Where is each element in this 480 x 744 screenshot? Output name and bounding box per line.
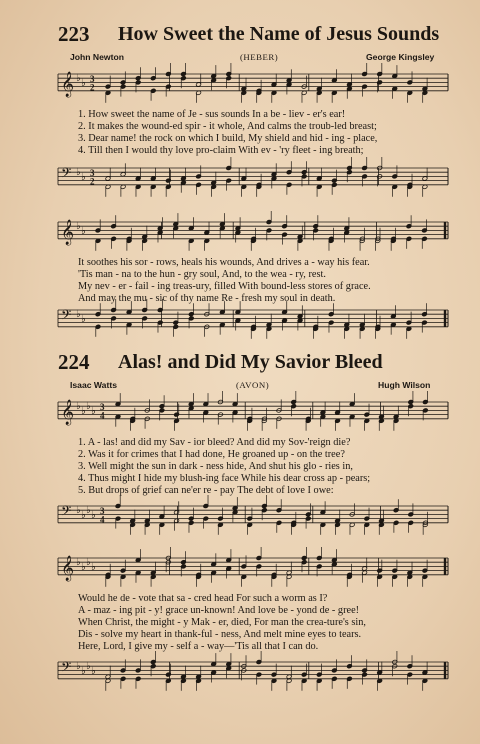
- flat-icon: ♭: [91, 562, 96, 573]
- flat-icon: ♭: [76, 557, 81, 568]
- hymn-composer: George Kingsley: [366, 52, 435, 62]
- hymn-composer: Hugh Wilson: [378, 380, 431, 390]
- flat-icon: ♭: [86, 401, 91, 412]
- hymn-author: Isaac Watts: [70, 380, 117, 390]
- lyric-line: 'Tis man - na to the hun - gry soul, And, to the wea - ry, rest.: [78, 269, 326, 280]
- flat-icon: ♭: [91, 666, 96, 677]
- time-signature: 3: [100, 402, 105, 412]
- lyric-line: 4. Thus might I hide my blush-ing face While his dear cross ap - pears;: [78, 473, 371, 484]
- lyric-line: 3. Dear name! the rock on which I build, My shield and hid - ing - place,: [78, 133, 378, 144]
- time-signature: 3: [100, 506, 105, 516]
- tune-name: (AVON): [236, 380, 270, 390]
- hymn-author: John Newton: [70, 52, 124, 62]
- flat-icon: ♭: [76, 505, 81, 516]
- lyric-line: 4. Till then I would thy love pro-claim With ev - 'ry fleet - ing breath;: [78, 145, 364, 156]
- flat-icon: ♭: [81, 562, 86, 573]
- hymn-title: How Sweet the Name of Jesus Sounds: [118, 23, 440, 45]
- music-system: [58, 392, 448, 532]
- flat-icon: ♭: [76, 167, 81, 178]
- lyric-line: Would he de - vote that sa - cred head For such a worm as I?: [78, 593, 328, 604]
- flat-icon: ♭: [91, 510, 96, 521]
- lyric-line: Here, Lord, I give my - self a - way—'Tis all that I can do.: [78, 641, 319, 652]
- bass-clef-icon: 𝄢: [61, 659, 72, 678]
- flat-icon: ♭: [81, 406, 86, 417]
- bass-staff: [58, 504, 448, 554]
- treble-clef-icon: 𝄞: [61, 220, 75, 245]
- hymn-number: 224: [58, 350, 90, 374]
- bass-staff: [58, 660, 448, 710]
- treble-clef-icon: 𝄞: [61, 556, 75, 581]
- time-signature: 3: [90, 168, 95, 178]
- music-system: [58, 214, 448, 344]
- time-signature: 2: [90, 176, 95, 187]
- flat-icon: ♭: [76, 661, 81, 672]
- time-signature: 4: [100, 410, 105, 421]
- lyric-line: Dis - solve my heart in thank-ful - ness, And melt mine eyes to tears.: [78, 629, 362, 640]
- hymn-title: Alas! and Did My Savior Bleed: [118, 351, 383, 373]
- lyric-line: 2. Was it for crimes that I had done, He groaned up - on the tree?: [78, 449, 345, 460]
- bass-clef-icon: 𝄢: [61, 503, 72, 522]
- time-signature: 2: [90, 82, 95, 93]
- flat-icon: ♭: [86, 505, 91, 516]
- flat-icon: ♭: [76, 309, 81, 320]
- time-signature: 4: [100, 514, 105, 525]
- lyric-line: 1. How sweet the name of Je - sus sounds In a be - liev - er's ear!: [78, 109, 346, 120]
- tune-name: (HEBER): [240, 52, 279, 62]
- time-signature: 3: [90, 74, 95, 84]
- lyric-line: 3. Well might the sun in dark - ness hide, And shut his glo - ries in,: [78, 461, 353, 472]
- lyric-line: 1. A - las! and did my Sav - ior bleed? And did my Sov-'reign die?: [78, 437, 351, 448]
- flat-icon: ♭: [81, 314, 86, 325]
- flat-icon: ♭: [91, 406, 96, 417]
- flat-icon: ♭: [81, 226, 86, 237]
- flat-icon: ♭: [81, 510, 86, 521]
- treble-clef-icon: 𝄞: [61, 72, 75, 97]
- lyric-line: And may the mu - sic of thy name Re - fresh my soul in death.: [78, 293, 336, 304]
- flat-icon: ♭: [86, 557, 91, 568]
- lyric-line: 2. It makes the wound-ed spir - it whole, And calms the troub-led breast;: [78, 121, 377, 132]
- lyric-line: A - maz - ing pit - y! grace un-known! And love be - yond de - gree!: [78, 605, 360, 616]
- lyric-line: It soothes his sor - rows, heals his wounds, And drives a - way his fear.: [78, 257, 370, 268]
- music-system: [58, 66, 448, 196]
- flat-icon: ♭: [81, 666, 86, 677]
- bass-staff: [58, 166, 448, 216]
- lyric-line: When Christ, the might - y Mak - er, died, For man the crea-ture's sin,: [78, 617, 366, 628]
- hymn-number: 223: [58, 22, 90, 46]
- lyric-line: My nev - er - fail - ing treas-ury, filled With bound-less stores of grace.: [78, 281, 371, 292]
- bass-clef-icon: 𝄢: [61, 165, 72, 184]
- bass-clef-icon: 𝄢: [61, 307, 72, 326]
- lyric-line: 5. But drops of grief can ne'er re - pay The debt of love I owe:: [78, 485, 334, 496]
- treble-clef-icon: 𝄞: [61, 400, 75, 425]
- flat-icon: ♭: [76, 221, 81, 232]
- music-system: [58, 548, 448, 708]
- flat-icon: ♭: [81, 172, 86, 183]
- flat-icon: ♭: [81, 78, 86, 89]
- flat-icon: ♭: [76, 401, 81, 412]
- flat-icon: ♭: [86, 661, 91, 672]
- flat-icon: ♭: [76, 73, 81, 84]
